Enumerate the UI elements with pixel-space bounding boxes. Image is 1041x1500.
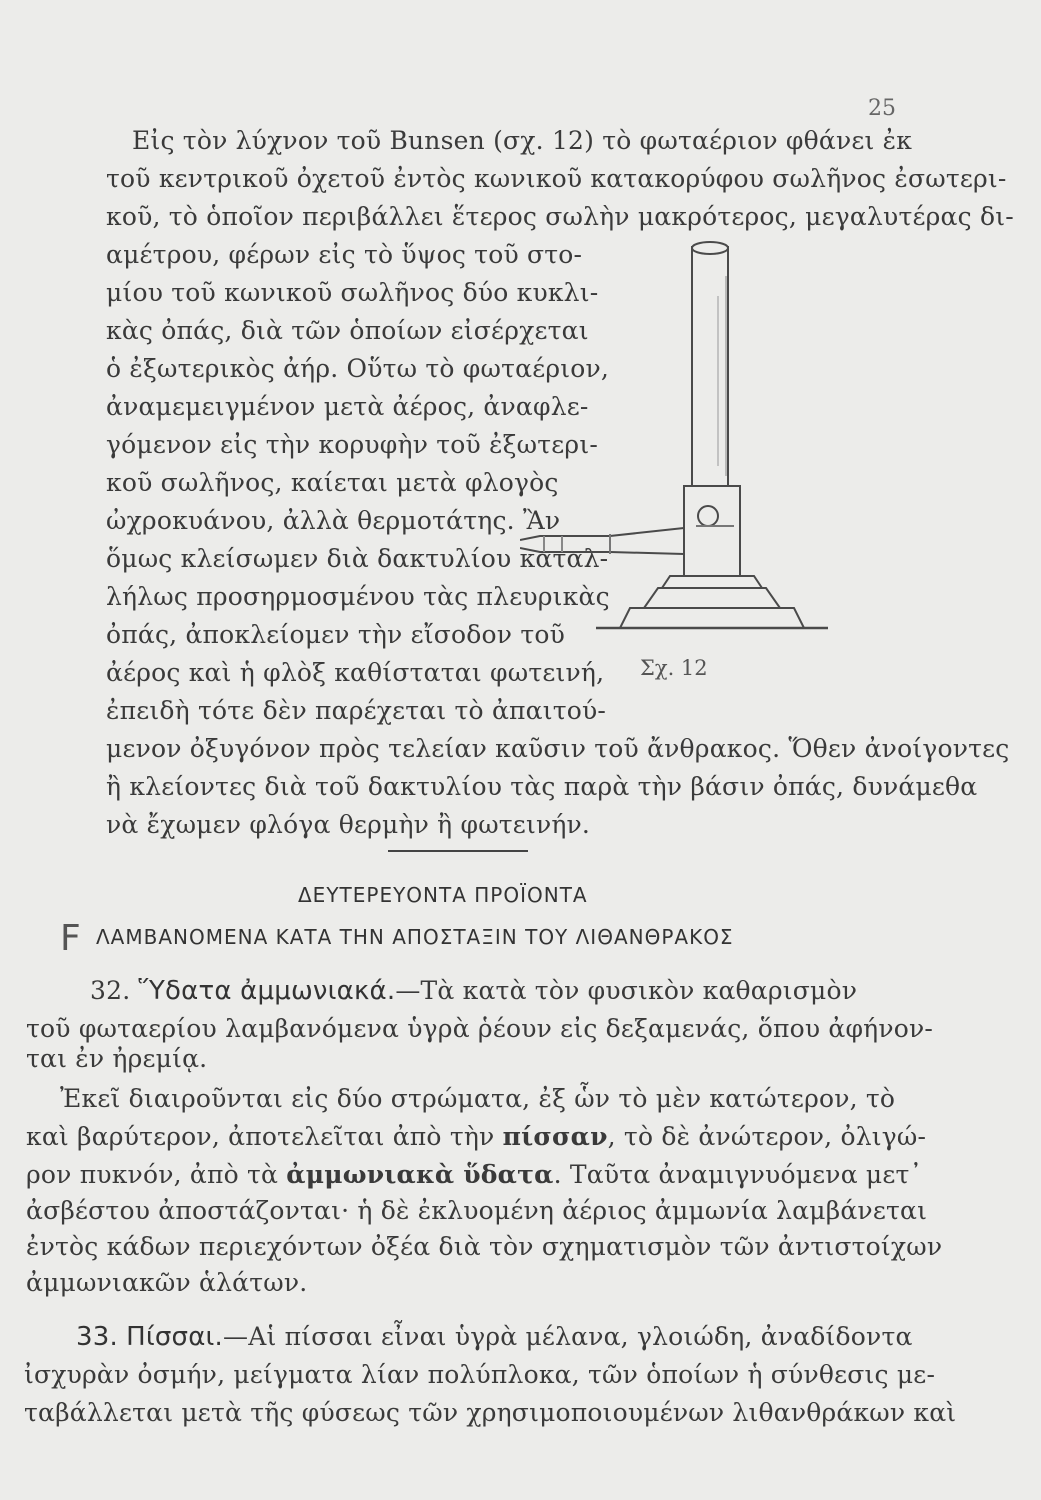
text-line: [26, 1122, 926, 1152]
section-title: Πίσσαι.: [126, 1322, 224, 1352]
text-line: ὁ ἐξωτερικὸς ἀήρ. Οὕτω τὸ φωταέριον,: [106, 354, 610, 383]
text-line: αμέτρου, φέρων εἰς τὸ ὕψος τοῦ στο-: [106, 240, 583, 269]
text-line: ὅμως κλείσωμεν διὰ δακτυλίου καταλ-: [106, 544, 609, 573]
text-line: νὰ ἔχωμεν φλόγα θερμὴν ἢ φωτεινήν.: [106, 810, 591, 839]
text-line: ἢ κλείοντες διὰ τοῦ δακτυλίου τὰς παρὰ τὴν βάσιν ὀπάς, δυνάμεθα: [106, 772, 978, 801]
bold-term: πίσσαν: [502, 1122, 608, 1151]
text-line: λήλως προσηρμοσμένου τὰς πλευρικὰς: [106, 582, 610, 611]
section-number: 32.: [90, 976, 131, 1005]
section-first-line-text: —Τὰ κατὰ τὸν φυσικὸν καθαρισμὸν: [395, 976, 858, 1005]
text-line: ται ἐν ἠρεμίᾳ.: [26, 1044, 208, 1073]
margin-pencil-mark: F: [60, 918, 81, 959]
text-line: ταβάλλεται μετὰ τῆς φύσεως τῶν χρησιμοποιουμένων λιθανθράκων καὶ: [24, 1398, 957, 1427]
text-span: , τὸ δὲ ἀνώτερον, ὀλιγώ-: [607, 1122, 927, 1151]
section-number: 33.: [76, 1322, 118, 1352]
figure-caption: Σχ. 12: [640, 656, 708, 680]
text-line: Εἰς τὸν λύχνον τοῦ Bunsen (σχ. 12) τὸ φωταέριον φθάνει ἐκ: [132, 126, 913, 155]
chapter-heading-line-2: ΛΑΜΒΑΝΟΜΕΝΑ ΚΑΤΑ ΤΗΝ ΑΠΟΣΤΑΞΙΝ ΤΟΥ ΛΙΘΑΝΘΡΑΚΟΣ: [96, 925, 734, 949]
text-line: κοῦ, τὸ ὁποῖον περιβάλλει ἕτερος σωλὴν μακρότερος, μεγαλυτέρας δι-: [106, 202, 1014, 231]
text-line: ἀσβέστου ἀποστάζονται· ἡ δὲ ἐκλυομένη ἀέριος ἀμμωνία λαμβάνεται: [26, 1196, 928, 1225]
text-span: καὶ βαρύτερον, ἀποτελεῖται ἀπὸ τὴν: [26, 1122, 503, 1151]
text-line: τοῦ φωταερίου λαμβανόμενα ὑγρὰ ῥέουν εἰς δεξαμενάς, ὅπου ἀφήνον-: [26, 1014, 934, 1043]
text-line: [26, 1160, 922, 1190]
text-line: ὠχροκυάνου, ἀλλὰ θερμοτάτης. Ἂν: [106, 506, 561, 535]
text-line: μενον ὀξυγόνον πρὸς τελείαν καῦσιν τοῦ ἄνθρακος. Ὅθεν ἀνοίγοντες: [106, 734, 1010, 763]
section-first-line: [90, 976, 857, 1006]
chapter-heading-line-1: ΔΕΥΤΕΡΕΥΟΝΤΑ ΠΡΟΪΟΝΤΑ: [298, 883, 588, 907]
section-title: Ὕδατα ἀμμωνιακά.: [138, 976, 396, 1006]
text-line: γόμενον εἰς τὴν κορυφὴν τοῦ ἐξωτερι-: [106, 430, 598, 459]
text-line: κοῦ σωλῆνος, καίεται μετὰ φλογὸς: [106, 468, 559, 497]
text-line: ἀέρος καὶ ἡ φλὸξ καθίσταται φωτεινή,: [106, 658, 605, 687]
page-number: 25: [868, 96, 896, 121]
text-span: ρον πυκνόν, ἀπὸ τὰ: [26, 1160, 287, 1189]
text-line: ἰσχυρὰν ὀσμήν, μείγματα λίαν πολύπλοκα, τῶν ὁποίων ἡ σύνθεσις με-: [24, 1360, 936, 1389]
text-line: τοῦ κεντρικοῦ ὀχετοῦ ἐντὸς κωνικοῦ κατακορύφου σωλῆνος ἐσωτερι-: [106, 164, 1007, 193]
section-first-line: [76, 1322, 913, 1352]
section-divider: [388, 850, 528, 852]
text-line: ἀναμεμειγμένον μετὰ ἀέρος, ἀναφλε-: [106, 392, 589, 421]
section-first-line-text: —Αἱ πίσσαι εἶναι ὑγρὰ μέλανα, γλοιώδη, ἀναδίδοντα: [223, 1322, 913, 1351]
text-line: μίου τοῦ κωνικοῦ σωλῆνος δύο κυκλι-: [106, 278, 599, 307]
text-line: ἐντὸς κάδων περιεχόντων ὀξέα διὰ τὸν σχηματισμὸν τῶν ἀντιστοίχων: [26, 1232, 943, 1261]
text-line: ἀμμωνιακῶν ἁλάτων.: [26, 1268, 308, 1297]
text-span: . Ταῦτα ἀναμιγνυόμενα μετ᾽: [553, 1160, 923, 1189]
bold-term: ἀμμωνιακὰ ὕδατα: [286, 1160, 554, 1189]
text-line: Ἐκεῖ διαιροῦνται εἰς δύο στρώματα, ἐξ ὧν τὸ μὲν κατώτερον, τὸ: [60, 1084, 896, 1113]
bunsen-burner-illustration: [520, 236, 840, 652]
text-line: ἐπειδὴ τότε δὲν παρέχεται τὸ ἀπαιτού-: [106, 696, 607, 725]
text-line: ὀπάς, ἀποκλείομεν τὴν εἴσοδον τοῦ: [106, 620, 565, 649]
text-line: κὰς ὀπάς, διὰ τῶν ὁποίων εἰσέρχεται: [106, 316, 589, 345]
